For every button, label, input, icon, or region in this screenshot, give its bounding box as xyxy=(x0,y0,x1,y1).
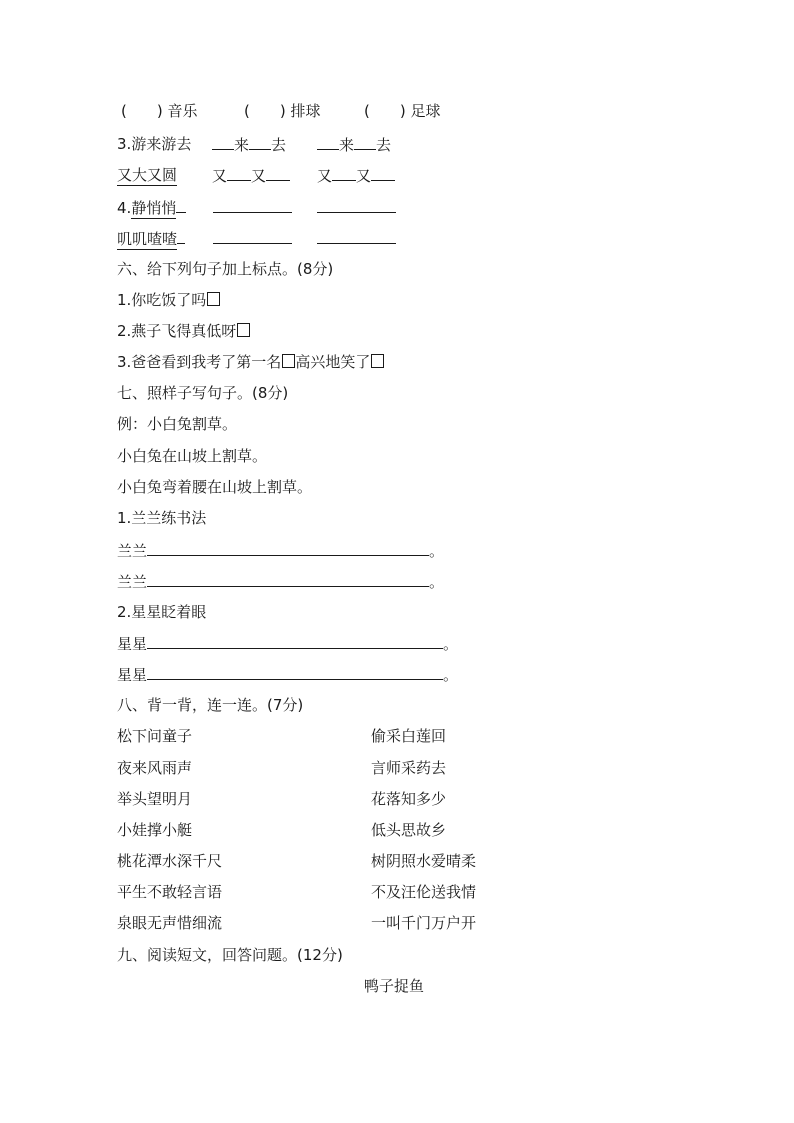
q3-pattern-group-2: 又 又 xyxy=(317,165,395,186)
poem-right-line[interactable]: 花落知多少 xyxy=(371,790,447,808)
paren-open: ( xyxy=(121,102,127,120)
q3-blank-group-2: 来 去 xyxy=(317,134,391,155)
punctuation-box[interactable] xyxy=(207,292,220,306)
poem-right-line[interactable]: 不及汪伦送我情 xyxy=(371,883,477,901)
answer-blank[interactable] xyxy=(332,165,356,181)
section6-title: 六、给下列句子加上标点。(8分) xyxy=(117,260,334,278)
sports-item-volleyball xyxy=(244,101,321,121)
poem-left-line[interactable]: 桃花潭水深千尺 xyxy=(117,852,223,870)
poem-left-line[interactable]: 松下问童子 xyxy=(117,727,193,745)
answer-line[interactable] xyxy=(147,633,443,649)
story-title: 鸭子捉鱼 xyxy=(364,977,425,995)
paren-close: ) xyxy=(399,102,406,120)
q4-blank-1[interactable] xyxy=(213,197,292,218)
poem-right-line[interactable]: 低头思故乡 xyxy=(371,821,447,839)
section7-title: 七、照样子写句子。(8分) xyxy=(117,384,289,402)
poem-right-line[interactable]: 言师采药去 xyxy=(371,759,447,777)
punctuation-box[interactable] xyxy=(237,323,250,337)
section9-title: 九、阅读短文，回答问题。(12分) xyxy=(117,946,343,964)
paren-close: ) xyxy=(156,102,163,120)
sec7-answer-1b: 兰兰 。 xyxy=(117,573,445,591)
poem-left-line[interactable]: 泉眼无声惜细流 xyxy=(117,914,223,932)
paren-close: ) xyxy=(279,102,286,120)
q3-pattern-group-1: 又 又 xyxy=(212,165,290,186)
answer-blank[interactable] xyxy=(371,165,395,181)
sec7-example-2: 小白兔在山坡上割草。 xyxy=(117,447,268,465)
q4-example1: 静悄悄 xyxy=(131,199,177,217)
answer-blank[interactable] xyxy=(227,165,251,181)
sec6-sentence-1: 1.你吃饭了吗 xyxy=(117,290,220,310)
answer-blank[interactable] xyxy=(354,134,376,150)
poem-right-line[interactable]: 偷采白莲回 xyxy=(371,727,447,745)
paren-open: ( xyxy=(244,102,250,120)
q3-blank-group-1: 来 去 xyxy=(212,134,286,155)
sec7-question-2: 2.星星眨着眼 xyxy=(117,603,207,621)
q4-example2: 叽叽喳喳 xyxy=(117,230,178,248)
punctuation-box[interactable] xyxy=(371,354,384,368)
q4-blank-2[interactable] xyxy=(317,197,396,218)
answer-blank[interactable] xyxy=(249,134,271,150)
sec7-example-3: 小白兔弯着腰在山坡上割草。 xyxy=(117,478,313,496)
sports-label-volleyball: 排球 xyxy=(290,102,321,120)
paren-open: ( xyxy=(364,102,370,120)
q4-row1 xyxy=(117,197,186,218)
q3-row2 xyxy=(117,165,177,185)
sec7-example-1: 例：小白兔割草。 xyxy=(117,415,238,433)
section8-title: 八、背一背，连一连。(7分) xyxy=(117,696,304,714)
answer-blank[interactable] xyxy=(266,165,290,181)
poem-left-line[interactable]: 小娃撑小艇 xyxy=(117,821,193,839)
poem-left-line[interactable]: 举头望明月 xyxy=(117,790,193,808)
answer-line[interactable] xyxy=(147,664,443,680)
q3-example2: 又大又圆 xyxy=(117,166,178,184)
q3-number: 3. xyxy=(117,135,132,153)
sec7-question-1: 1.兰兰练书法 xyxy=(117,509,207,527)
punctuation-box[interactable] xyxy=(282,354,295,368)
answer-blank[interactable] xyxy=(212,134,234,150)
sports-item-football xyxy=(364,101,441,121)
q4-row2 xyxy=(117,228,185,249)
q3-example: 游来游去 xyxy=(131,135,192,153)
q4-blank-4[interactable] xyxy=(317,228,396,249)
sec6-sentence-3: 3.爸爸看到我考了第一名 高兴地笑了 xyxy=(117,352,384,372)
answer-blank[interactable] xyxy=(317,134,339,150)
sec7-answer-1a: 兰兰 。 xyxy=(117,542,445,560)
sports-label-football: 足球 xyxy=(410,102,441,120)
sports-row xyxy=(121,101,198,121)
answer-line[interactable] xyxy=(147,571,429,587)
sec6-sentence-2: 2.燕子飞得真低呀 xyxy=(117,321,250,341)
q3-row1 xyxy=(117,134,191,154)
poem-left-line[interactable]: 平生不敢轻言语 xyxy=(117,883,223,901)
sports-label-music: 音乐 xyxy=(167,102,198,120)
poem-right-line[interactable]: 一叫千门万户开 xyxy=(371,914,477,932)
poem-left-line[interactable]: 夜来风雨声 xyxy=(117,759,193,777)
answer-line[interactable] xyxy=(147,540,429,556)
sec7-answer-2a: 星星 。 xyxy=(117,635,459,653)
poem-right-line[interactable]: 树阴照水爱晴柔 xyxy=(371,852,477,870)
q4-number: 4. xyxy=(117,199,132,217)
q4-blank-3[interactable] xyxy=(213,228,292,249)
sec7-answer-2b: 星星 。 xyxy=(117,666,459,684)
